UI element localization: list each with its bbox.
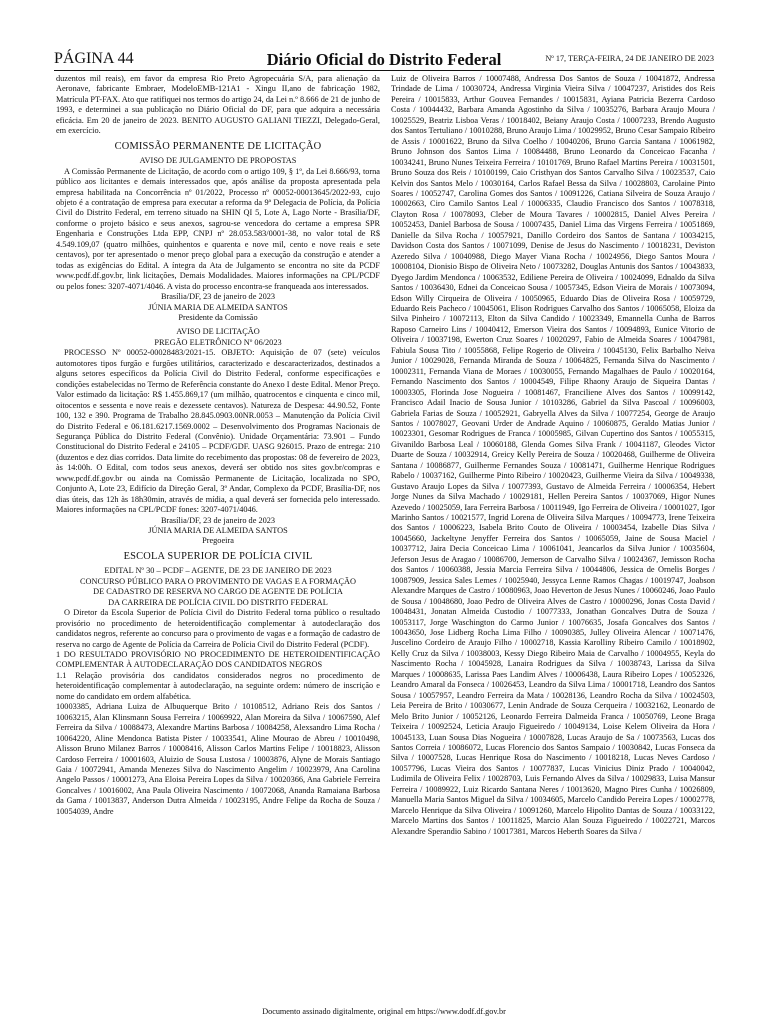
item-1-1: 1.1 Relação provisória dos candidatos considerados negros no procedimento de heteroidentificação complementar à autodeclaração, na seguinte ordem: número de inscrição e nome do candidato em ordem alfabética. (56, 670, 380, 701)
page-footer: Documento assinado digitalmente, original em https://www.dodf.df.gov.br (262, 1007, 506, 1016)
aviso-julgamento-body: A Comissão Permanente de Licitação, de acordo com o artigo 109, § 1º, da Lei 8.666/93, torna público aos licitantes e demais interessados que, após análise da proposta apresentada pela empresa habilitada na Concorrência nº 01/2022, Processo nº 00052-00013645/2022-93, cujo objeto é a contratação de empresa para executar a reforma da 9ª Delegacia de Polícia, da Polícia Civil do Distrito Federal, em terreno situado na SHIN QI 5, Lote A, Lago Norte - Brasília/DF, conforme o projeto básico e seus anexos, sagrou-se vencedora do certame a empresa SPR Engenharia e Construções Ltda EPP, CNPJ nº 28.053.583/0001-38, no valor total de R$ 4.549.109,07 (quatro milhões, quinhentos e quarenta e nove mil, cento e nove reais e sete centavos), por ter apresentado o menor preço global para a execução da construção e atender a todas as exigências do Edital. A íntegra da Ata de Julgamento se encontra no site da PCDF www.pcdf.df.gov.br, link licitações, Demais Modalidades. Maiores informações na CPL/PCDF ou pelos fones: 3207-4071/4046. A vista do processo encontra-se franqueada aos interessados. (56, 166, 380, 291)
aviso-licitacao-body: PROCESSO Nº 00052-00028483/2021-15. OBJETO: Aquisição de 07 (sete) veículos automotores tipos furgão e furgões utilitários, caracterizado e descaracterizados, destinados a alguns setores específicos da Polícia Civil do Distrito Federal, conforme especificações e condições estabelecidas no Termo de Referência constante do Anexo I deste Edital. Menor Preço. Valor estimado da licitação: R$ 1.455.869,17 (um milhão, quatrocentos e cinquenta e cinco mil, oitocentos e sessenta e nove reais e dezessete centavos). Natureza de Despesa: 44.90.52, Fonte 100, 132 e 390. Programa de Trabalho 28.845.0903.00NR.0053 – Manutenção da Polícia Civil do Distrito Federal e 06.181.6217.1569.0002 – Desenvolvimento dos Programas Nacionais de Segurança Pública do Distrito Federal (Convênio). Unidade Orçamentária: 73.901 – Fundo Constitucional do Distrito Federal e 24105 – PCDF/GDF. UASG 926015. Prazo de entrega: 210 (duzentos e dez dias corridos. Data limite do recebimento das propostas: 08 de fevereiro de 2023, às 14:00h. O Edital, com todos seus anexos, deverá ser obtido nos sites gov.br/compras e www.pcdf.df.gov.br ou ainda na Comissão Permanente de Licitação, localizada no SPO, Conjunto A, Lote 23, Edifício da Direção Geral, 3º Andar, Complexo da PCDF, Brasília-DF, nos dias úteis, das 12h às 18h30min, através de mídia, a qual deverá ser fornecida pelo interessado. Maiores informações na CPL/PCDF fones: 3207-4071/4046. (56, 348, 380, 515)
signature-name: JÚNIA MARIA DE ALMEIDA SANTOS (148, 526, 288, 536)
item-1-heading: 1 DO RESULTADO PROVISÓRIO NO PROCEDIMENTO DE HETEROIDENTIFICAÇÃO COMPLEMENTAR À AUTODECLARAÇÃO DOS CANDIDATOS NEGROS (56, 650, 380, 670)
candidate-list-left: 10003385, Adriana Luiza de Albuquerque Brito / 10108512, Adriano Reis dos Santos / 10063215, Alan Klinsmann Sousa Ferreira / 10069922, Alan Moreira da Silva / 10067590, Alef Ferreira da Silva / 10088473, Alexandre Martins Barbosa / 10084258, Alexsandro Lima Rocha / 10064220, Aline Mendonca Batista Pister / 10033541, Aline Mourao de Abreu / 10010498, Alisson Bruno Milanez Barros / 10008416, Alisson Carlos Martins Felipe / 10018823, Alisson Cardoso Ferreira / 10001603, Aluizio de Sousa Lustosa / 10003876, Alyne de Morais Santiago Gaia / 10072941, Amanda Menezes Silva do Nascimento Angelim / 10023979, Ana Carolina Angelo Passos / 10001273, Ana Eloisa Pereira Lopes da Silva / 10020366, Ana Gabriele Ferreira Goncalves / 10016002, Ana Paula Oliveira Nascimento / 10072068, Ananda Ramaiana Barbosa da Gama / 10013837, Anderson Dutra Almeida / 10023195, Andre Felipe da Rocha de Souza / 10054039, Andre (56, 702, 380, 816)
signature-role: Pregoeira (202, 536, 234, 546)
publication-title: Diário Oficial do Distrito Federal (266, 50, 502, 69)
left-column (56, 74, 380, 1002)
right-column (391, 74, 715, 1002)
signature-date: Brasília/DF, 23 de janeiro de 2023 (160, 515, 276, 525)
pregao-subtitle: PREGÃO ELETRÔNICO Nº 06/2023 (154, 337, 282, 347)
section-heading-escola: ESCOLA SUPERIOR DE POLÍCIA CIVIL (123, 550, 313, 562)
edital-heading-line: DA CARREIRA DE POLÍCIA CIVIL DO DISTRITO FEDERAL (108, 597, 328, 607)
edital-heading-line: CONCURSO PÚBLICO PARA O PROVIMENTO DE VAGAS E A FORMAÇÃO (79, 576, 357, 586)
section-heading-comissao: COMISSÃO PERMANENTE DE LICITAÇÃO (114, 140, 322, 152)
signature-role: Presidente da Comissão (178, 312, 258, 322)
edital-body: O Diretor da Escola Superior de Polícia Civil do Distrito Federal torna público o resultado provisório no procedimento de heteroidentificação complementar à autodeclaração dos candidatos negros, referente ao concurso para o provimento de vagas e a formação de cadastro de reserva no cargo de Agente de Polícia da Carreira de Polícia Civil do Distrito Federal (PCDF). (56, 608, 380, 649)
intro-paragraph: duzentos mil reais), em favor da empresa Rio Preto Agropecuária S/A, para alienação da Aeronave, fabricante Embraer, ModeloEMB-121A1 - Xingu II,ano de fabricação 1982, Matrícula PT-FAX. Ato que ratifiquei nos termos do artigo 24, da Lei n.º 8.666 de 21 de junho de 1993, e determinei a sua publicação no Diário Oficial do DF, para que adquira a necessária eficácia. Em 20 de janeiro de 2023. BENITO AUGUSTO GALIANI TIEZZI, Delegado-Geral, em exercício. (56, 74, 380, 136)
aviso-licitacao-title: AVISO DE LICITAÇÃO (176, 327, 260, 337)
edital-heading-line: EDITAL Nº 30 – PCDF – AGENTE, DE 23 DE JANEIRO DE 2023 (104, 566, 332, 576)
aviso-julgamento-title: AVISO DE JULGAMENTO DE PROPOSTAS (139, 156, 297, 166)
header-rule (54, 70, 714, 71)
signature-date: Brasília/DF, 23 de janeiro de 2023 (160, 292, 276, 302)
page-header (54, 47, 714, 69)
candidate-list-right: Luiz de Oliveira Barros / 10007488, Andressa Dos Santos de Souza / 10041872, Andressa Trindade de Lima / 10030724, Andressa Virginia Vieira Silva / 10047237, Aristides dos Reis Pereira / 10015833, Arthur Gouvea Fernandes / 10015831, Ayiana Patricia Bezerra Cardoso Costa / 10044432, Barbara Amanda Agostinho da Silva / 10035276, Barbara Araujo Moura / 10025529, Beatriz Lisboa Veras / 10018402, Beiany Araujo Costa / 10007233, Brendo Augusto dos Santos Tertuliano / 10010288, Bruno Araujo Lima / 10029952, Bruno Cesar Sampaio Ribeiro de Assis / 10001622, Bruno da Silva Coelho / 10040206, Bruno Garcia Santana / 10061982, Bruno Johnson dos Santos Lima / 10084488, Bruno Leonardo da Conceicao Facanha / 10034241, Bruno Nunes Teixeira Ferreira / 10101769, Bruno Rafael Martins Pereira / 10031501, Bruno Souza dos Reis / 10100199, Caio Cristhyan dos Santos Carvalho Silva / 10023537, Caio Kelvin dos Santos Melo / 10030164, Carlos Rafael Bessa da Silva / 10028803, Carolaine Pinto Soares / 10052747, Carolina Gomes dos Santos / 10091226, Catiana Silveira de Souza Araujo / 10002663, Ciro Camilo Santos Leal / 10006335, Claudio Francisco dos Santos / 10078318, Clayton Rosa / 10078093, Cleber de Moura Tavares / 10002815, Daniel Alves Pereira / 10052453, Daniel Barbosa de Sousa / 10007435, Daniel Lima das Virgens Ferreira / 10051869, Danielle da Silva Rocha / 10057921, Danillo Cordeiro dos Santos de Santana / 10034215, Davidson Costa dos Santos / 10071099, Denise de Jesus do Nascimento / 10018231, Deviston Azeredo Silva / 10040988, Diego Mayer Viana Rocha / 10024956, Diego Santos Moura / 10008104, Dionisio Bispo de Oliveira Neto / 10073282, Douglas Antunis dos Santos / 10043833, Dyego Jardim Mendonca / 10063532, Ediliene Pereira de Oliveira / 10024099, Ednaldo da Silva Santos / 10036430, Ednei da Conceicao Sousa / 10057345, Edson Vieira de Morais / 10073094, Edson Willy Cirqueira de Oliveira / 10050965, Eduardo Dias de Oliveira Rosa / 10059729, Eduardo Reis Pacheco / 10045061, Elison Rodrigues Carvalho dos Santos / 10065058, Eloiza da Silva Pinheiro / 10072113, Elton da Silva Candido / 10023349, Emannella Cunha de Barros Raposo Carneiro Lins / 10040412, Emerson Vieira dos Santos / 10094893, Eunice Vitorio de Oliveira / 10037198, Ewerton Cruz Soares / 10020297, Fabio de Almeida Soares / 10047981, Fabiula Sousa Tito / 10055868, Felipe Rogerio de Oliveira / 10045130, Felix Barbalho Neiva Junior / 10029028, Fernanda Miranda de Souza / 10064825, Fernanda Silva do Nascimento / 10002311, Fernanda Viana de Moraes / 10030055, Fernando Magalhaes de Paulo / 10020164, Fernando Nascimento dos Santos / 10004549, Filipe Rhaony Araujo de Siqueira Dantas / 10003305, Florinda Jose Nogueira / 10081467, Franciliene Alves dos Santos / 10099142, Francisco Adail Inacio de Sousa Junior / 10103286, Gabriel da Silva Pascoal / 10096003, Gabriela Farias de Souza / 10052921, Gabryella Alves da Silva / 10077254, George de Araujo Santos / 10078027, Geovani Urder de Andrade Aquino / 10060875, Geraldo Matias Junior / 10023301, Gesomar Rodrigues de Franca / 10005985, Gilvan Cupertino dos Santos / 10055315, Givanildo Barbosa Leal / 10060188, Glenda Gomes Silva Frank / 10041187, Gleodes Victor Duarte de Souza / 10032914, Greicy Kelly Pereira de Souza / 10020468, Guilherme de Oliveira Santana / 10086877, Guilherme Fernandes Souza / 10081471, Guilherme Henrique Rodrigues Rabelo / 10037162, Guilherme Pinto Ribeiro / 10020423, Guilherme Vieira da Silva / 10049338, Gustavo Araujo Lopes da Silva / 10077393, Gustavo de Almeida Ferreira / 10006354, Hebert Jorge Nunes da Silva Machado / 10029181, Hellen Pereira Santos / 10037069, Higor Nunes Azevedo / 10025059, Iara Ferreira Barbosa / 10011949, Igo Ferreira de Oliveira / 10001027, Igor Marinho Santos / 10021577, Ingrid Lorena de Oliveira Silva Marques / 10094773, Irene Teixeira dos Santos / 10006223, Isabela Brito Couto de Oliveira / 10003454, Izabelle Dias Silva / 10045660, Jackeltyne Jenyffer Ferreira dos Santos / 10065059, Jaine de Sousa Maciel / 10037712, Jaira Decia Conceicao Lima / 10061041, Jeancarlos da Silva Junior / 10035604, Jeferson Jesus de Aragao / 10086700, Jemerson de Carvalho Silva / 10024367, Jemisson Rocha dos Santos / 10060388, Jessia Marcia Ferreira Silva / 10044806, Jessica de Ornelis Borges / 10087909, Jessica Sales Lemes / 10025940, Jessyca Lenne Ramos Chagas / 10019747, Joabson Alexandre Marques de Castro / 10080963, Joao Heverton de Jesus Nunes / 10060246, Joao Paulo de Sousa / 10048680, Joao Pedro de Oliveira Alves de Castro / 10000296, Jonas Costa David / 10048431, Jonatan Almeida Custodio / 10077333, Jonathan Goncalves Dutra de Souza / 10053117, Jorge Waschington do Carmo Junior / 10076635, Josafa Goncalves dos Santos / 10043650, Jose Lidberg Rocha Lima Filho / 10090385, Julley Oliveira Alencar / 10071476, Juscelino Cordeiro de Araujo Filho / 10002718, Kassia Karolliny Ribeiro Camilo / 10018902, Kelly Cruz da Silva / 10038003, Kessy Diego Ribeiro Maia de Carvalho / 10004955, Keyla do Nascimento Rocha / 10045928, Lanaira Rodrigues da Silva / 10038743, Larissa da Silva Marques / 10008635, Larissa Paes Landim Alves / 10006438, Laura Ribeiro Lopes / 10052326, Leandro Amaral da Fonseca / 10026453, Leandro da Silva Lima / 10001718, Leandro dos Santos Sousa / 10057957, Leandro Ferreira da Mata / 10028136, Leandro Rocha da Silva / 10024503, Leia Pereira de Brito / 10030677, Lenin Andrade de Souza Cerqueira / 10032162, Leonardo de Melo Brito Junior / 10052126, Leonardo Ferreira Dalmeida Franca / 10050769, Leone Braga Teixeira / 10092524, Leticia Araujo Figueiredo / 10049134, Loise Kelem Oliveira da Hora / 10045133, Luan Sousa Dias Nogueira / 10007828, Lucas Araujo de Sa / 10073563, Lucas dos Santos Correia / 10086072, Lucas Florencio dos Santos Sampaio / 10030842, Lucas Fonseca da Silva / 10007528, Lucas Henrique Rosa do Nascimento / 10018218, Lucas Neves Cardoso / 10057796, Lucas Vieira dos Santos / 10077837, Lucas Vinicius Diniz Prado / 10040042, Ludimila de Oliveira Felix / 10028703, Luis Fernando Alves da Silva / 10029833, Luisa Mansur Ferreira / 10089922, Luiz Ricardo Santana Neres / 10013620, Magno Pires Cunha / 10026809, Manuella Maria Santos Miguel da Silva / 10034605, Marcelo Candido Pereira Lopes / 10002778, Marcelo Henrique da Silva Oliveira / 10091260, Marcelo Hipolito Dantas de Souza / 10033122, Marcelo Martins dos Santos / 10011825, Marcio Alan Souza Figueiredo / 10022721, Marcos Alexandre Sperandio Sabino / 10017381, Marcos Heberth Soares da Silva / (391, 74, 715, 836)
issue-date: Nº 17, TERÇA-FEIRA, 24 DE JANEIRO DE 2023 (545, 54, 714, 63)
signature-name: JÚNIA MARIA DE ALMEIDA SANTOS (148, 302, 288, 312)
page-number: PÁGINA 44 (54, 50, 134, 67)
edital-heading-line: DE CADASTRO DE RESERVA NO CARGO DE AGENTE DE POLÍCIA (93, 587, 343, 597)
